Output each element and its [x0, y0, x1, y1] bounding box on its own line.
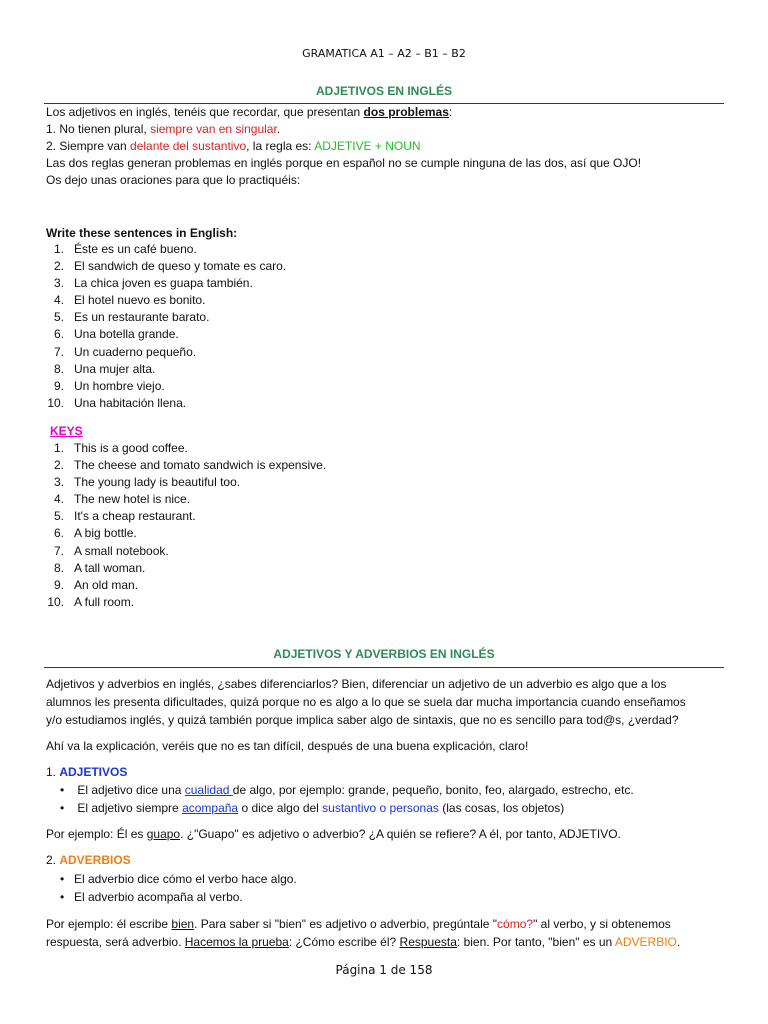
- adverbios-list: [60, 870, 297, 906]
- list-item: 4. El hotel nuevo es bonito.: [53, 293, 206, 308]
- list-item: 9. Un hombre viejo.: [53, 378, 165, 393]
- exercise-title: Write these sentences in English:: [46, 226, 238, 240]
- page-number: Página 1 de 158: [335, 963, 433, 977]
- list-item: 2. El sandwich de queso y tomate es caro.: [53, 259, 287, 274]
- list-item: 10. A full room.: [47, 594, 135, 609]
- adjetivos-list: [60, 781, 634, 817]
- list-item: 3. La chica joven es guapa también.: [53, 276, 253, 291]
- exercise-list: [46, 241, 286, 412]
- list-item: 6. A big bottle.: [53, 526, 137, 541]
- keys-list: [46, 440, 326, 611]
- list-item: 4. The new hotel is nice.: [53, 492, 191, 507]
- list-item: • El adverbio acompaña al verbo.: [60, 888, 297, 906]
- adverbios-heading: 2. ADVERBIOS: [46, 853, 131, 867]
- rules-note: Las dos reglas generan problemas en inglés porque en español no se cumple ninguna de las dos, así que OJO!: [46, 156, 642, 170]
- adverbio-example-line1: Por ejemplo: él escribe bien. Para saber si "bien" es adjetivo o adverbio, pregúntale "cómo?" al verbo, y si obtenemos: [46, 917, 671, 931]
- list-item: 2. The cheese and tomato sandwich is expensive.: [53, 458, 327, 473]
- list-item: 7. A small notebook.: [53, 543, 169, 558]
- list-item: 8. A tall woman.: [53, 560, 146, 575]
- explanation-line: Ahí va la explicación, veréis que no es tan difícil, después de una buena explicación, claro!: [46, 739, 529, 753]
- section-title-adjetivos: ADJETIVOS EN INGLÉS: [315, 84, 453, 98]
- highlight-dos-problemas: dos problemas: [363, 105, 449, 119]
- list-item: • El adjetivo siempre acompaña o dice algo del sustantivo o personas (las cosas, los objetos): [60, 799, 634, 817]
- list-item: 5. Es un restaurante barato.: [53, 310, 210, 325]
- section-divider: [44, 667, 724, 668]
- rule-1: 1. No tienen plural, siempre van en singular.: [46, 122, 281, 136]
- section-title-adjetivos-adverbios: ADJETIVOS Y ADVERBIOS EN INGLÉS: [273, 647, 495, 661]
- list-item: 3. The young lady is beautiful too.: [53, 475, 241, 490]
- adjetivos-heading: 1. ADJETIVOS: [46, 765, 128, 779]
- list-item: 9. An old man.: [53, 577, 139, 592]
- list-item: 8. Una mujer alta.: [53, 361, 156, 376]
- intro-line: Los adjetivos en inglés, tenéis que recordar, que presentan dos problemas:: [46, 105, 453, 119]
- practice-note: Os dejo unas oraciones para que lo practiquéis:: [46, 173, 301, 187]
- list-item: 6. Una botella grande.: [53, 327, 179, 342]
- list-item: 1. Éste es un café bueno.: [53, 242, 197, 256]
- adjetivo-example: Por ejemplo: Él es guapo. ¿"Guapo" es adjetivo o adverbio? ¿A quién se refiere? A él, por tanto, ADJETIVO.: [46, 827, 621, 841]
- list-item: 7. Un cuaderno pequeño.: [53, 344, 197, 359]
- list-item: 1. This is a good coffee.: [53, 441, 188, 455]
- adverbio-example-line2: respuesta, será adverbio. Hacemos la prueba: ¿Cómo escribe él? Respuesta: bien. Por tanto, "bien" es un ADVERBIO.: [46, 935, 681, 949]
- list-item: 5. It's a cheap restaurant.: [53, 509, 196, 524]
- list-item: • El adjetivo dice una cualidad de algo, por ejemplo: grande, pequeño, bonito, feo, alargado, estrecho, etc.: [60, 781, 634, 799]
- rule-2: 2. Siempre van delante del sustantivo, la regla es: ADJETIVE + NOUN: [46, 139, 421, 153]
- intro-paragraph: Adjetivos y adverbios en inglés, ¿sabes diferenciarlos? Bien, diferenciar un adjetivo de un adverbio es algo que a los alumnos les presenta dificultades, quizá porque no es algo a lo que se suela dar mucha importancia cuando enseñamos y/o estudiamos inglés, y quizá también porque implica saber algo de sintaxis, que no es sencillo para tod@s, ¿verdad?: [46, 677, 686, 727]
- header-title: GRAMATICA A1 – A2 – B1 – B2: [302, 47, 466, 60]
- list-item: 10. Una habitación llena.: [47, 395, 187, 410]
- keys-title: KEYS: [50, 424, 83, 438]
- list-item: • El adverbio dice cómo el verbo hace algo.: [60, 870, 297, 888]
